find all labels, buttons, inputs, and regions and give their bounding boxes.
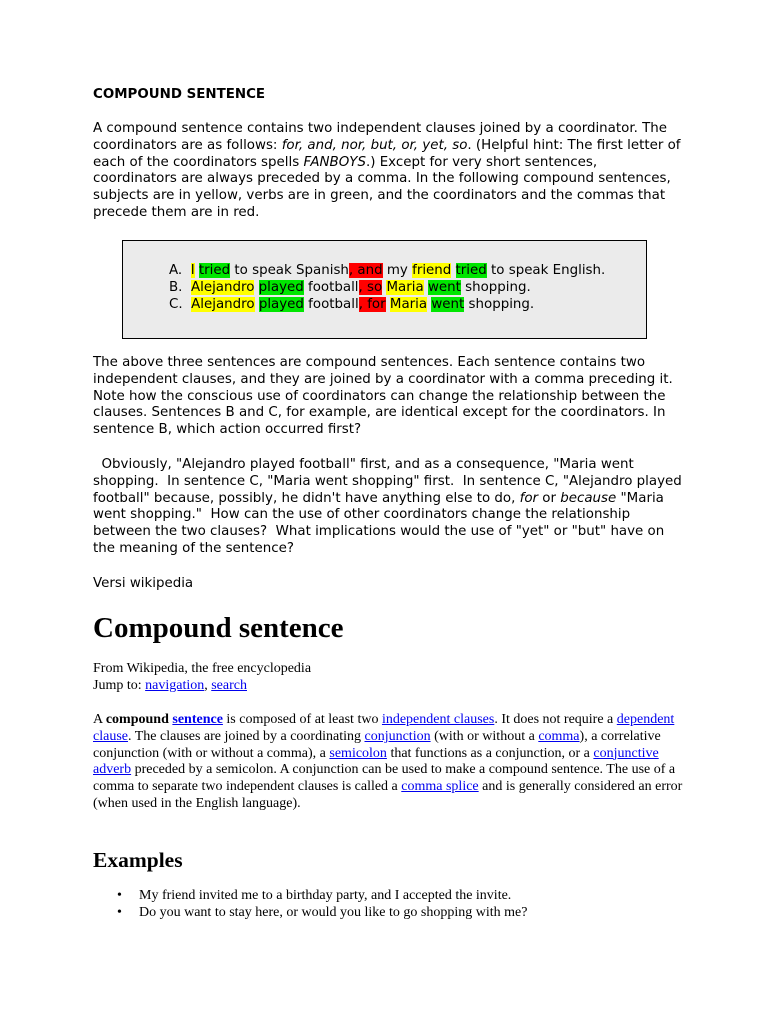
list-item: • Do you want to stay here, or would you like to go shopping with me? — [117, 905, 677, 922]
fanboys-acronym: FANBOYS — [303, 154, 366, 170]
coordinator: , for — [358, 296, 386, 312]
intro-text: .) Except for very short sentences, coordinators are always preceded by a comma. In the following compound sentences, subjects are in yellow, verbs are in green, and the coordinators and the commas that precede them are in red. — [93, 154, 671, 220]
verb: tried — [198, 263, 231, 278]
sentence-link[interactable]: sentence — [172, 712, 223, 727]
verb: went — [431, 296, 465, 312]
comma-splice-link[interactable]: comma splice — [401, 779, 479, 795]
intro-paragraph — [93, 121, 683, 222]
discussion-paragraph: Obviously, "Alejandro played football" first, and as a consequence, "Maria went shopping. In sentence C, "Maria went shopping" first. In sentence C, "Alejandro played football" because, possibly, he didn't have anything else to do, for or because "Maria went shopping." How can the use of other coordinators change the relationship between the two clauses? What implications would the use of "yet" or "but" have on the meaning of the sentence? — [93, 457, 687, 556]
explanation-paragraph: The above three sentences are compound sentences. Each sentence contains two independent clauses, and they are joined by a coordinator with a comma preceding it. Note how the conscious use of coordinators can change the relationship between the clauses. Sentences B and C, for example, are identical except for the coordinators. In sentence B, which action occurred first? — [93, 355, 673, 438]
semicolon-link[interactable]: semicolon — [329, 745, 387, 761]
coordinator: , and — [348, 263, 383, 278]
subject: Alejandro — [191, 296, 255, 312]
subject: friend — [412, 263, 452, 278]
examples-list — [117, 888, 677, 922]
wiki-definition-paragraph: A compound sentence is composed of at least two independent clauses. It does not require a dependent clause. The clauses are joined by a coordinating conjunction (with or without a comma), a correlative conjunction (with or without a comma), a semicolon that functions as a conjunction, or a conjunctive adverb preceded by a semicolon. A conjunction can be used to make a compound sentence. The use of a comma to separate two independent clauses is called a comma splice and is generally considered an error (when used in the English language). — [93, 712, 683, 811]
source-note: Versi wikipedia — [93, 576, 194, 591]
example-c: C. Alejandro played football, for Maria went shopping. — [169, 296, 535, 312]
subject: I — [190, 263, 195, 278]
verb: played — [258, 279, 304, 295]
wiki-title: Compound sentence — [93, 612, 344, 644]
search-link[interactable]: search — [211, 677, 247, 693]
verb: played — [258, 296, 304, 312]
example-sentences-box — [122, 240, 647, 339]
example-a: A. I tried to speak Spanish, and my friend tried to speak English. — [169, 263, 606, 278]
coordinators-list: for, and, nor, but, or, yet, so — [281, 137, 468, 153]
navigation-link[interactable]: navigation — [145, 677, 205, 693]
coordinator: , so — [358, 279, 383, 295]
intro-text: . (Helpful hint: The first letter of each of the coordinators spells — [93, 137, 681, 170]
wiki-from-text: From Wikipedia, the free encyclopedia — [93, 661, 312, 676]
dependent-clause-link[interactable]: dependent clause — [93, 712, 675, 744]
page-heading: COMPOUND SENTENCE — [93, 87, 266, 102]
comma-link[interactable]: comma — [538, 728, 580, 744]
verb: tried — [455, 263, 487, 278]
subject: Maria — [386, 279, 424, 295]
subject: Maria — [389, 296, 428, 312]
wiki-subtitle — [93, 661, 683, 695]
jump-to-line: Jump to: navigation, search — [93, 677, 247, 693]
verb: went — [427, 279, 461, 295]
subject: Alejandro — [190, 279, 255, 295]
example-b: B. Alejandro played football, so Maria went shopping. — [169, 279, 531, 295]
conjunction-link[interactable]: conjunction — [364, 728, 431, 744]
conjunctive-adverb-link[interactable]: conjunctive adverb — [93, 745, 659, 778]
independent-clauses-link[interactable]: independent clauses — [381, 712, 495, 727]
list-item: • My friend invited me to a birthday party, and I accepted the invite. — [117, 888, 677, 905]
examples-heading: Examples — [93, 848, 183, 872]
intro-text: A compound sentence contains two independent clauses joined by a coordinator. The coordinators are as follows: — [93, 121, 668, 153]
